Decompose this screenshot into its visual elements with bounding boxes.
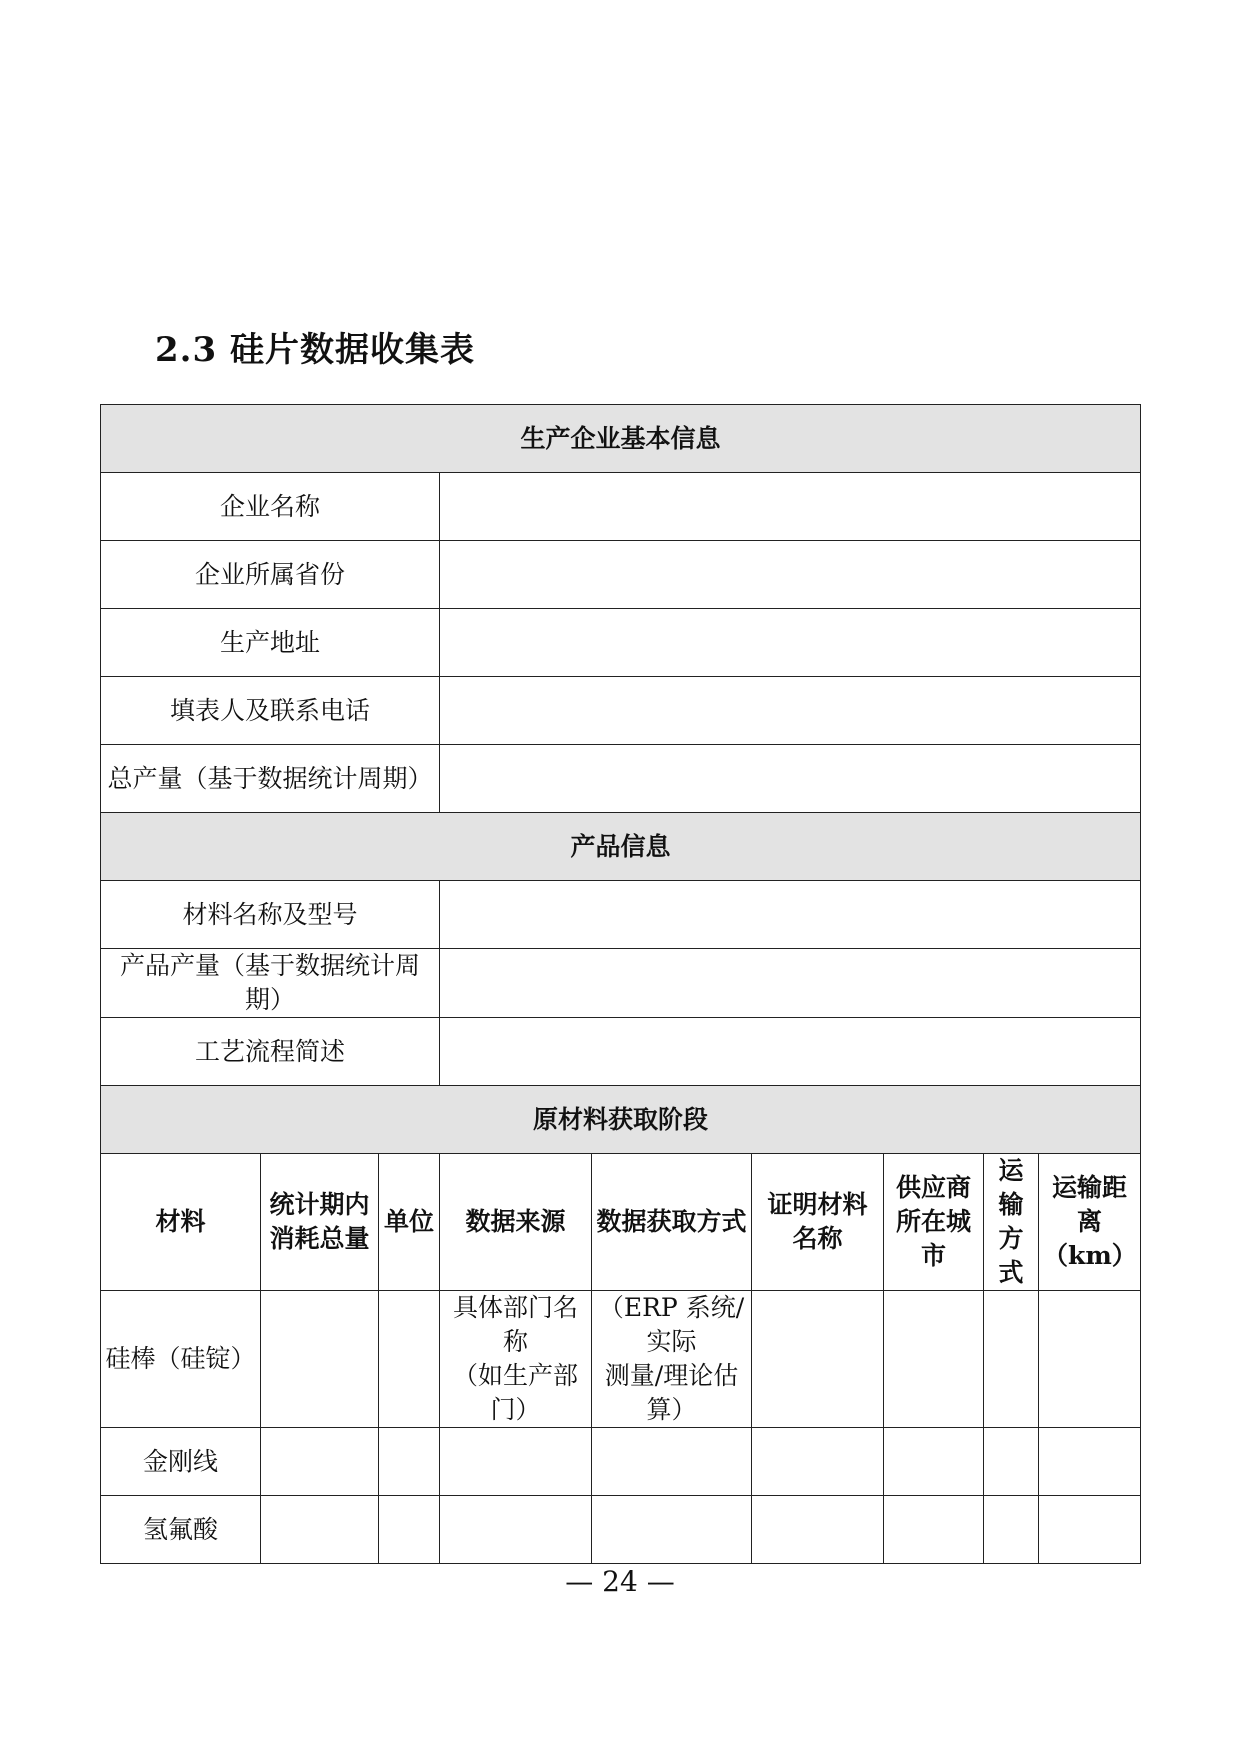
material-row-diamond-wire — [101, 1428, 1141, 1496]
material-row-hydrofluoric-acid — [101, 1496, 1141, 1564]
section-header-raw-material — [101, 1086, 1141, 1154]
field-value[interactable] — [440, 541, 1141, 609]
data-method-cell[interactable]: （ERP 系统/实际 测量/理论估算） — [592, 1291, 752, 1428]
data-source-cell[interactable] — [440, 1428, 592, 1496]
column-header-unit: 单位 — [379, 1154, 440, 1291]
section-label: 原材料获取阶段 — [101, 1086, 1141, 1154]
section-title: 2.3 硅片数据收集表 — [155, 330, 475, 370]
unit-cell[interactable] — [379, 1496, 440, 1564]
form-row-product-output — [101, 949, 1141, 1018]
field-label: 企业名称 — [101, 473, 440, 541]
form-row-total-output — [101, 745, 1141, 813]
form-row-company-name — [101, 473, 1141, 541]
section-header-basic-info — [101, 405, 1141, 473]
field-value[interactable] — [440, 881, 1141, 949]
data-source-cell[interactable] — [440, 1496, 592, 1564]
section-label: 生产企业基本信息 — [101, 405, 1141, 473]
material-column-headers — [101, 1154, 1141, 1291]
column-header-evidence-name: 证明材料名称 — [752, 1154, 884, 1291]
transport-distance-cell[interactable] — [1039, 1428, 1141, 1496]
transport-mode-cell[interactable] — [984, 1496, 1039, 1564]
field-label: 企业所属省份 — [101, 541, 440, 609]
field-value[interactable] — [440, 609, 1141, 677]
transport-distance-cell[interactable] — [1039, 1291, 1141, 1428]
transport-mode-cell[interactable] — [984, 1291, 1039, 1428]
field-value[interactable] — [440, 1018, 1141, 1086]
consumption-cell[interactable] — [261, 1291, 379, 1428]
form-row-process-description — [101, 1018, 1141, 1086]
material-name: 硅棒（硅锭） — [101, 1291, 261, 1428]
field-value[interactable] — [440, 473, 1141, 541]
column-header-data-source: 数据来源 — [440, 1154, 592, 1291]
column-header-transport-mode: 运输 方式 — [984, 1154, 1039, 1291]
field-label: 工艺流程简述 — [101, 1018, 440, 1086]
evidence-cell[interactable] — [752, 1496, 884, 1564]
section-label: 产品信息 — [101, 813, 1141, 881]
form-row-company-province — [101, 541, 1141, 609]
material-name: 金刚线 — [101, 1428, 261, 1496]
field-value[interactable] — [440, 745, 1141, 813]
field-label: 材料名称及型号 — [101, 881, 440, 949]
section-header-product-info — [101, 813, 1141, 881]
field-label: 填表人及联系电话 — [101, 677, 440, 745]
material-name: 氢氟酸 — [101, 1496, 261, 1564]
form-row-material-model — [101, 881, 1141, 949]
consumption-cell[interactable] — [261, 1428, 379, 1496]
supplier-city-cell[interactable] — [884, 1291, 984, 1428]
silicon-wafer-data-table — [100, 404, 1141, 1564]
evidence-cell[interactable] — [752, 1428, 884, 1496]
transport-distance-cell[interactable] — [1039, 1496, 1141, 1564]
data-source-cell[interactable]: 具体部门名称 （如生产部门） — [440, 1291, 592, 1428]
field-value[interactable] — [440, 949, 1141, 1018]
unit-cell[interactable] — [379, 1428, 440, 1496]
column-header-data-method: 数据获取方式 — [592, 1154, 752, 1291]
unit-cell[interactable] — [379, 1291, 440, 1428]
consumption-cell[interactable] — [261, 1496, 379, 1564]
form-row-contact — [101, 677, 1141, 745]
field-label: 总产量（基于数据统计周期） — [101, 745, 440, 813]
evidence-cell[interactable] — [752, 1291, 884, 1428]
data-method-cell[interactable] — [592, 1428, 752, 1496]
field-label: 产品产量（基于数据统计周期） — [101, 949, 440, 1018]
field-value[interactable] — [440, 677, 1141, 745]
material-row-silicon-rod — [101, 1291, 1141, 1428]
form-row-production-address — [101, 609, 1141, 677]
column-header-consumption: 统计期内 消耗总量 — [261, 1154, 379, 1291]
field-label: 生产地址 — [101, 609, 440, 677]
supplier-city-cell[interactable] — [884, 1428, 984, 1496]
page-number: — 24 — — [565, 1565, 675, 1598]
column-header-supplier-city: 供应商 所在城市 — [884, 1154, 984, 1291]
column-header-transport-distance: 运输距离 （km） — [1039, 1154, 1141, 1291]
data-method-cell[interactable] — [592, 1496, 752, 1564]
column-header-material: 材料 — [101, 1154, 261, 1291]
transport-mode-cell[interactable] — [984, 1428, 1039, 1496]
supplier-city-cell[interactable] — [884, 1496, 984, 1564]
